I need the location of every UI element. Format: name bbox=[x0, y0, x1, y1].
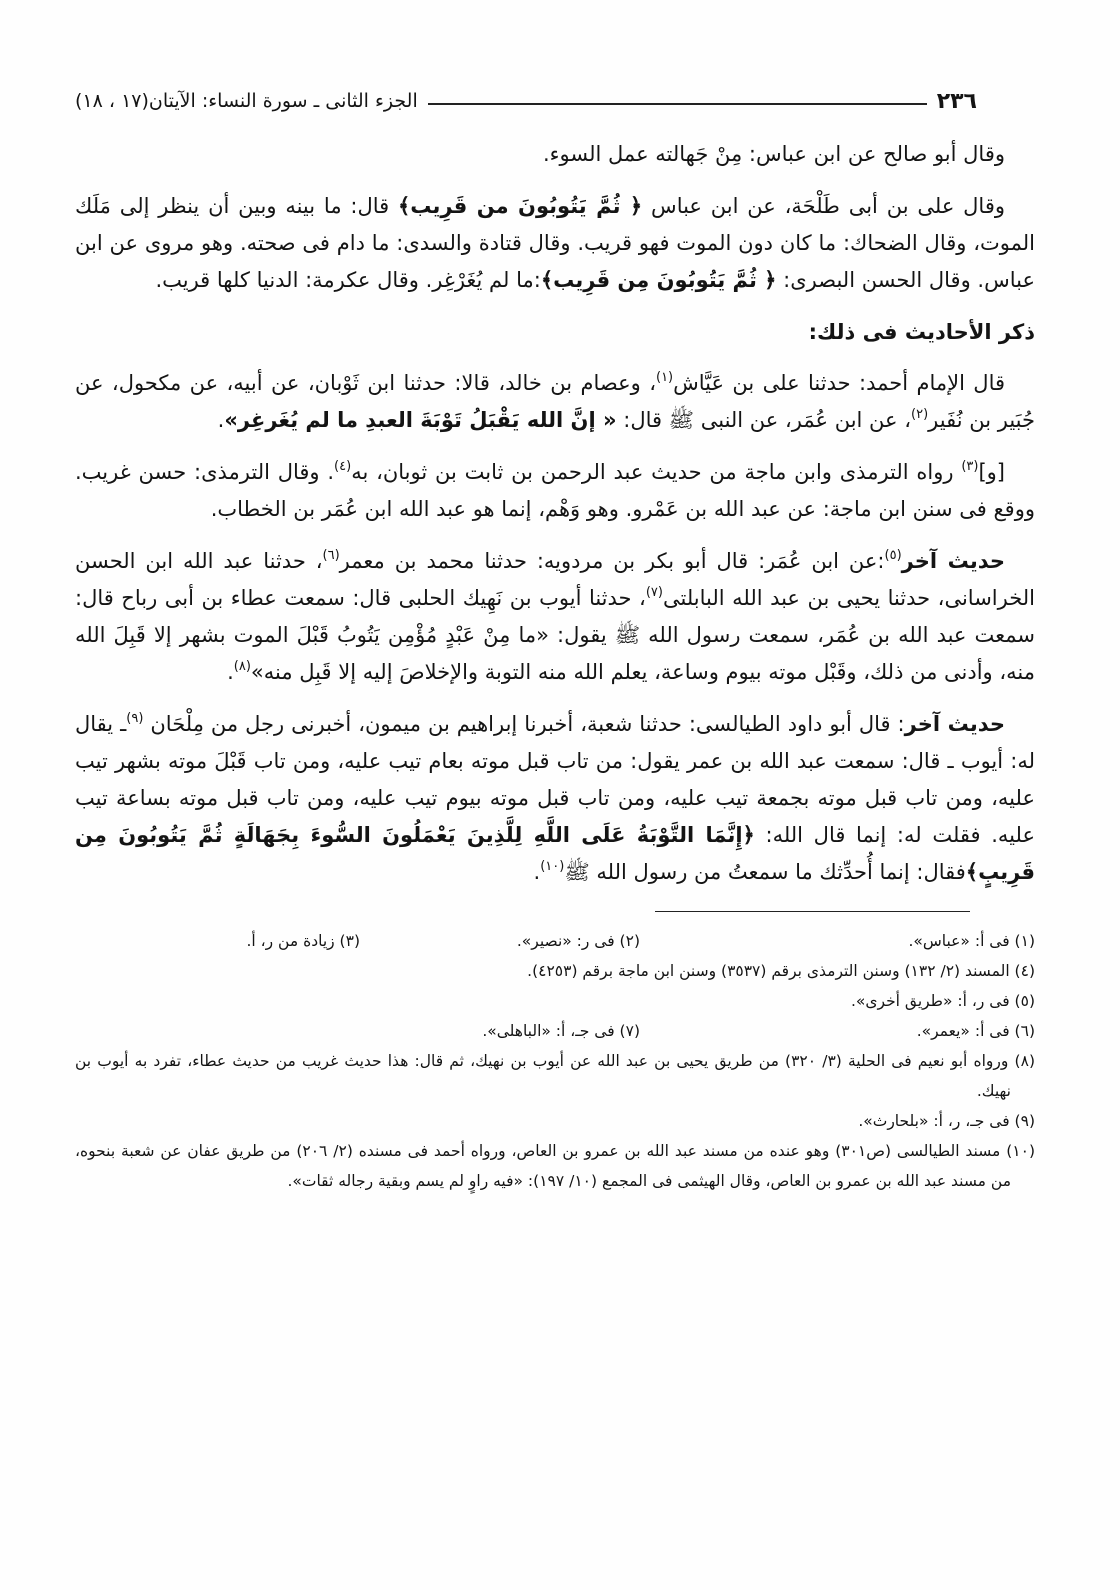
quran-verse: ﴿إِنَّمَا التَّوْبَةُ عَلَى اللَّهِ لِلَّذِينَ يَعْمَلُونَ السُّوءَ بِجَهَالَةٍ ثُمَّ يَتُوبُونَ مِن قَرِيبٍ﴾ bbox=[75, 823, 1035, 884]
hadith-lead: حديث آخر bbox=[904, 712, 1006, 736]
hadith-text: « إنَّ الله يَقْبَلُ تَوْبَةَ العبدِ ما لم يُغَرغِر» bbox=[224, 408, 617, 432]
footnote-ref-8: (٨) bbox=[233, 659, 251, 674]
paragraph-text: ، وعصام بن خالد، قالا: حدثنا ابن ثَوْبان، عن أبيه، عن مكحول، عن جُبَير بن نُفَير bbox=[75, 371, 1035, 432]
paragraph-text: :ما لم يُغَرْغِر. وقال عكرمة: الدنيا كلها قريب. bbox=[155, 268, 541, 292]
paragraph-text: رواه الترمذى وابن ماجة من حديث عبد الرحمن بن ثابت بن ثوبان، به bbox=[351, 460, 962, 484]
footnote-5: (٥) فى ر، أ: «طريق أخرى». bbox=[850, 992, 1035, 1010]
paragraph-text: ، حدثنا عبد الله ابن الحسن الخراسانى، حدثنا يحيى بن عبد الله البابلتى bbox=[75, 549, 1036, 610]
paragraph-5 bbox=[75, 543, 1035, 691]
running-header bbox=[75, 84, 977, 118]
footnote-ref-1: (١) bbox=[655, 370, 674, 385]
paragraph-text: ، عن ابن عُمَر، عن النبى ﷺ قال: bbox=[616, 408, 912, 432]
paragraph-2 bbox=[75, 188, 1035, 299]
footnote-ref-10: (١٠) bbox=[540, 859, 565, 874]
running-title: الجزء الثانى ـ سورة النساء: الآيتان(١٧ ، ١٨) bbox=[75, 90, 418, 112]
footnote-ref-7: (٧) bbox=[645, 585, 663, 600]
footnote-ref-6: (٦) bbox=[322, 548, 340, 563]
paragraph-3 bbox=[75, 365, 1035, 439]
page-number: ٢٣٦ bbox=[936, 88, 977, 114]
footnote-9: (٩) فى جـ، ر، أ: «بلحارث». bbox=[858, 1112, 1035, 1130]
paragraph-text: :عن ابن عُمَر: قال أبو بكر بن مردويه: حدثنا محمد بن معمر bbox=[339, 549, 885, 573]
footnote-ref-2: (٢) bbox=[911, 407, 929, 422]
page-content bbox=[75, 136, 1035, 1196]
paragraph-6 bbox=[75, 706, 1035, 891]
footnote-ref-9: (٩) bbox=[126, 711, 144, 726]
footnote-row bbox=[75, 926, 1035, 956]
footnote-row bbox=[75, 1016, 1035, 1046]
paragraph-text: قال الإمام أحمد: حدثنا على بن عَيَّاش bbox=[673, 371, 1006, 395]
footnote-10: (١٠) مسند الطيالسى (ص٣٠١) وهو عنده من مسند عبد الله بن عمرو بن العاص، ورواه أحمد فى مسنده (٢/ ٢٠٦) من طريق عفان عن شعبة بنحوه، من مسند عبد الله بن عمرو بن العاص، وقال الهيثمى فى المجمع (١٠/ ١٩٧): «فيه راوٍ لم يسم وبقية رجاله ثقات». bbox=[75, 1142, 1035, 1190]
footnotes bbox=[75, 926, 1035, 1196]
header-rule bbox=[428, 103, 927, 105]
footnote-separator bbox=[655, 911, 970, 912]
paragraph-text: ـ يقال له: أيوب ـ قال: سمعت عبد الله بن عمر يقول: من تاب قبل موته بعام تيب عليه، ومن تاب قَبْلَ موته بشهر تيب عليه، ومن تاب قبل موته بجمعة تيب عليه، ومن تاب قبل موته بيوم تيب عليه، ومن تاب قبل موته بساعة تيب عليه. فقلت له: إنما قال الله: bbox=[75, 712, 1035, 847]
footnote-ref-4: (٤) bbox=[334, 459, 352, 474]
hadith-lead: حديث آخر bbox=[901, 549, 1005, 573]
main-text bbox=[75, 136, 1035, 891]
paragraph-text: ، حدثنا أيوب بن نَهِيك الحلبى قال: سمعت عطاء بن أبى رباح قال: سمعت عبد الله بن عُمَر، سمعت رسول الله ﷺ يقول: «ما مِنْ عَبْدٍ مُؤْمِن يَتُوبُ قَبْلَ الموت بشهر إلا قَبِلَ الله منه، وأدنى من ذلك، وقَبْل موته بيوم وساعة، يعلم الله منه التوبة والإخلاصَ إليه إلا قَبِل منه» bbox=[75, 586, 1035, 684]
paragraph-text: . bbox=[227, 660, 234, 684]
footnote-3: (٣) زيادة من ر، أ. bbox=[246, 932, 360, 950]
paragraph-text: [و] bbox=[978, 460, 1005, 484]
footnote-ref-5: (٥) bbox=[884, 548, 902, 563]
footnote-4: (٤) المسند (٢/ ١٣٢) وسنن الترمذى برقم (٣٥٣٧) وسنن ابن ماجة برقم (٤٢٥٣). bbox=[527, 962, 1035, 980]
footnote-6: (٦) فى أ: «يعمر». bbox=[916, 1022, 1035, 1040]
quran-verse: ﴿ ثُمَّ يَتُوبُونَ مِن قَرِيب﴾ bbox=[540, 268, 777, 292]
section-heading: ذكر الأحاديث فى ذلك: bbox=[808, 320, 1035, 344]
footnote-2: (٢) فى ر: «نصير». bbox=[516, 932, 640, 950]
paragraph-text: . bbox=[533, 860, 541, 884]
paragraph-4 bbox=[75, 454, 1035, 528]
footnote-ref-3: (٣) bbox=[961, 459, 979, 474]
footnote-1: (١) فى أ: «عباس». bbox=[908, 932, 1035, 950]
paragraph-text: . bbox=[217, 408, 225, 432]
paragraph-text: قال: ما بينه وبين أن ينظر إلى مَلَك الموت، وقال الضحاك: ما كان دون الموت فهو قريب. وقال قتادة والسدى: ما دام فى صحته. وهو مروى عن ابن عباس. وقال الحسن البصرى: bbox=[75, 194, 1035, 292]
footnote-8: (٨) ورواه أبو نعيم فى الحلية (٣/ ٣٢٠) من طريق يحيى بن عبد الله عن أيوب بن نهيك، ثم قال: هذا حديث غريب من حديث عطاء، تفرد به أيوب بن نهيك. bbox=[75, 1052, 1035, 1100]
paragraph-text: : قال أبو داود الطيالسى: حدثنا شعبة، أخبرنا إبراهيم بن ميمون، أخبرنى رجل من مِلْحَان bbox=[143, 712, 905, 736]
footnote-7: (٧) فى جـ، أ: «الباهلى». bbox=[482, 1022, 640, 1040]
paragraph-text: وقال على بن أبى طَلْحَة، عن ابن عباس bbox=[642, 194, 1006, 218]
paragraph-text: فقال: إنما أُحدِّثك ما سمعتُ من رسول الله ﷺ bbox=[564, 860, 966, 884]
quran-verse: ﴿ ثُمَّ يَتُوبُونَ من قَرِيب﴾ bbox=[398, 194, 643, 218]
paragraph-text: . وقال الترمذى: حسن غريب. ووقع فى سنن ابن ماجة: عن عبد الله بن عَمْرو. وهو وَهْم، إنما هو عبد الله ابن عُمَر بن الخطاب. bbox=[75, 460, 1035, 521]
paragraph-1: وقال أبو صالح عن ابن عباس: مِنْ جَهالته عمل السوء. bbox=[542, 142, 1005, 166]
